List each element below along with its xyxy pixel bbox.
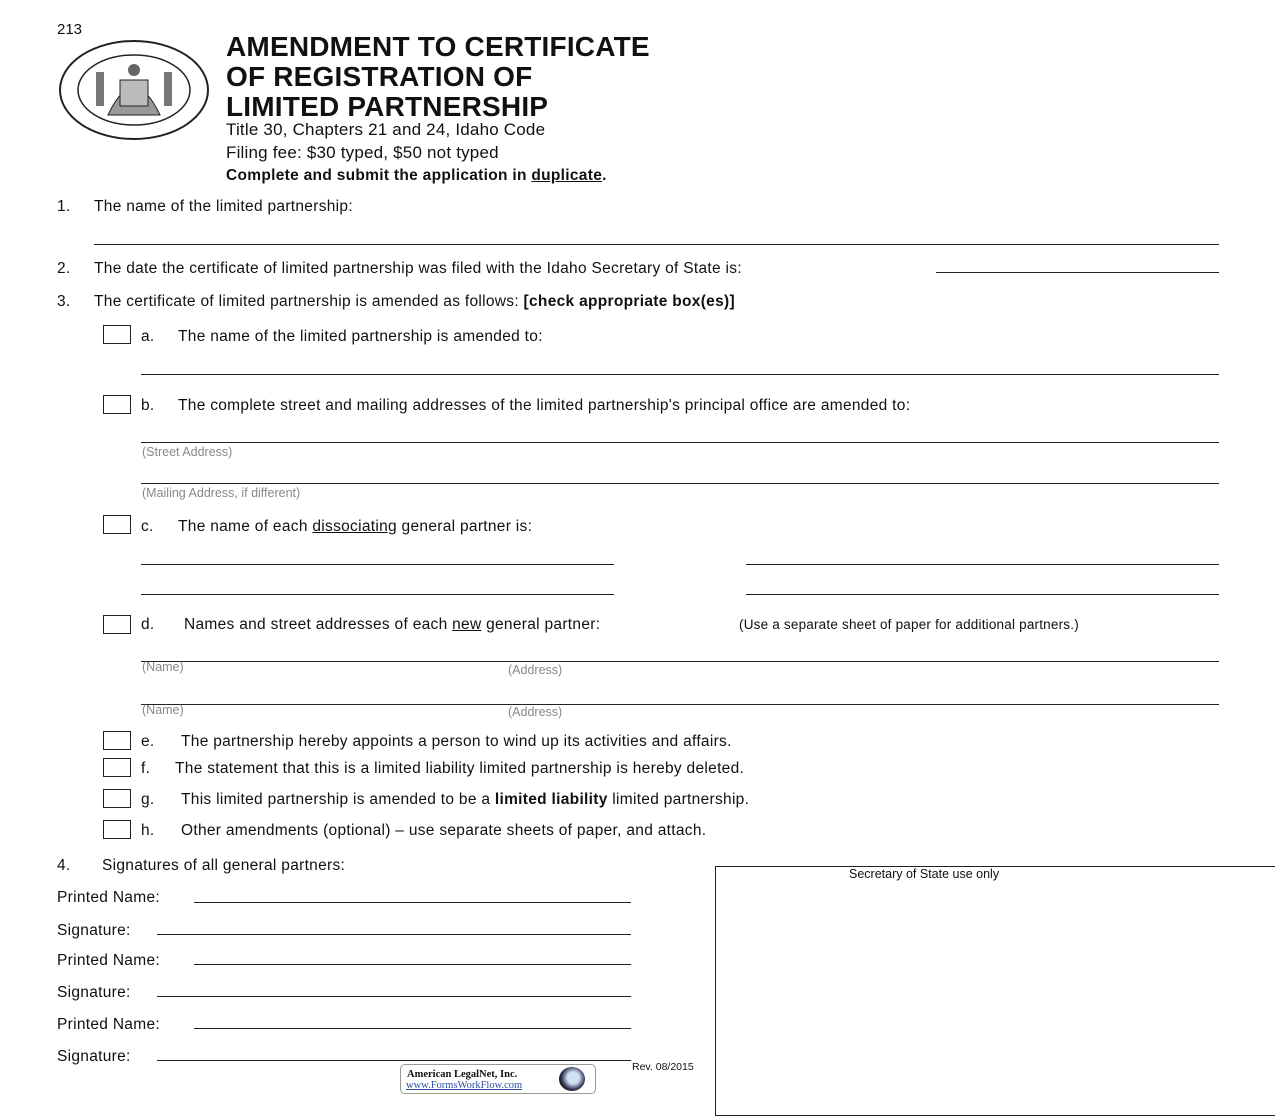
option-f-letter: f.	[141, 760, 151, 777]
option-h-letter: h.	[141, 822, 155, 839]
american-legalnet-logo[interactable]	[400, 1064, 596, 1094]
street-address-field[interactable]	[141, 442, 1219, 443]
checkbox-g[interactable]	[103, 789, 131, 808]
option-a-label: The name of the limited partnership is amended to:	[178, 328, 543, 345]
checkbox-b[interactable]	[103, 395, 131, 414]
signature-field-3[interactable]	[157, 1060, 631, 1061]
option-b-label: The complete street and mailing addresses of the limited partnership's principal office are amended to:	[178, 397, 911, 414]
mailing-address-field[interactable]	[141, 483, 1219, 484]
option-e-label: The partnership hereby appoints a person to wind up its activities and affairs.	[181, 733, 732, 750]
form-title-line-2: OF REGISTRATION OF	[226, 61, 533, 92]
q2-label: The date the certificate of limited partnership was filed with the Idaho Secretary of State is:	[94, 260, 742, 277]
submission-instruction: Complete and submit the application in duplicate.	[226, 167, 607, 184]
signature-label-1: Signature:	[57, 922, 131, 939]
name-hint-2: (Name)	[142, 703, 184, 717]
secretary-of-state-label: Secretary of State use only	[849, 867, 1000, 881]
printed-name-field-2[interactable]	[194, 964, 631, 965]
revision-date: Rev. 08/2015	[632, 1061, 694, 1073]
printed-name-label-2: Printed Name:	[57, 952, 160, 969]
option-e-letter: e.	[141, 733, 155, 750]
filing-date-field[interactable]	[936, 272, 1219, 273]
dissociating-partner-field-1[interactable]	[141, 564, 614, 565]
option-c-label: The name of each dissociating general partner is:	[178, 518, 533, 535]
street-address-hint: (Street Address)	[142, 445, 233, 459]
checkbox-e[interactable]	[103, 731, 131, 750]
q2-number: 2.	[57, 260, 71, 277]
q1-label: The name of the limited partnership:	[94, 198, 353, 215]
option-d-letter: d.	[141, 616, 155, 633]
q3-number: 3.	[57, 293, 71, 310]
secretary-of-state-box	[715, 866, 1275, 1116]
printed-name-label-1: Printed Name:	[57, 889, 160, 906]
option-g-letter: g.	[141, 791, 155, 808]
checkbox-a[interactable]	[103, 325, 131, 344]
filing-fee: Filing fee: $30 typed, $50 not typed	[226, 143, 499, 162]
logo-url-link[interactable]: www.FormsWorkFlow.com	[406, 1080, 523, 1091]
form-number: 213	[57, 21, 83, 38]
checkbox-c[interactable]	[103, 515, 131, 534]
printed-name-label-3: Printed Name:	[57, 1016, 160, 1033]
new-name-field[interactable]	[141, 374, 1219, 375]
partnership-name-field[interactable]	[94, 244, 1219, 245]
option-f-label: The statement that this is a limited liability limited partnership is hereby deleted.	[175, 760, 745, 777]
checkbox-d[interactable]	[103, 615, 131, 634]
idaho-seal-logo	[58, 40, 210, 145]
q3-label: The certificate of limited partnership is amended as follows: [check appropriate box(es)]	[94, 293, 735, 310]
option-g-label: This limited partnership is amended to be a limited liability limited partnership.	[181, 791, 750, 808]
new-partner-field-1[interactable]	[141, 661, 1219, 662]
new-partner-field-2[interactable]	[141, 704, 1219, 705]
statute-reference: Title 30, Chapters 21 and 24, Idaho Code	[226, 120, 546, 139]
option-a-letter: a.	[141, 328, 155, 345]
option-d-note: (Use a separate sheet of paper for additional partners.)	[739, 617, 1079, 632]
form-title-line-3: LIMITED PARTNERSHIP	[226, 91, 549, 122]
dissociating-partner-field-2[interactable]	[746, 564, 1219, 565]
dissociating-partner-field-4[interactable]	[746, 594, 1219, 595]
signature-field-2[interactable]	[157, 996, 631, 997]
name-hint-1: (Name)	[142, 660, 184, 674]
option-b-letter: b.	[141, 397, 155, 414]
signature-label-3: Signature:	[57, 1048, 131, 1065]
q1-number: 1.	[57, 198, 71, 215]
checkbox-f[interactable]	[103, 758, 131, 777]
printed-name-field-1[interactable]	[194, 902, 631, 903]
mailing-address-hint: (Mailing Address, if different)	[142, 486, 301, 500]
signature-field-1[interactable]	[157, 934, 631, 935]
globe-icon	[559, 1067, 585, 1091]
q4-label: Signatures of all general partners:	[102, 857, 346, 874]
option-d-label: Names and street addresses of each new general partner:	[184, 616, 601, 633]
q4-number: 4.	[57, 857, 71, 874]
option-h-label: Other amendments (optional) – use separate sheets of paper, and attach.	[181, 822, 707, 839]
option-c-letter: c.	[141, 518, 154, 535]
address-hint-2: (Address)	[508, 705, 563, 719]
logo-company-name: American LegalNet, Inc.	[407, 1069, 518, 1080]
signature-label-2: Signature:	[57, 984, 131, 1001]
dissociating-partner-field-3[interactable]	[141, 594, 614, 595]
printed-name-field-3[interactable]	[194, 1028, 631, 1029]
checkbox-h[interactable]	[103, 820, 131, 839]
address-hint-1: (Address)	[508, 663, 563, 677]
form-title-line-1: AMENDMENT TO CERTIFICATE	[226, 31, 650, 62]
